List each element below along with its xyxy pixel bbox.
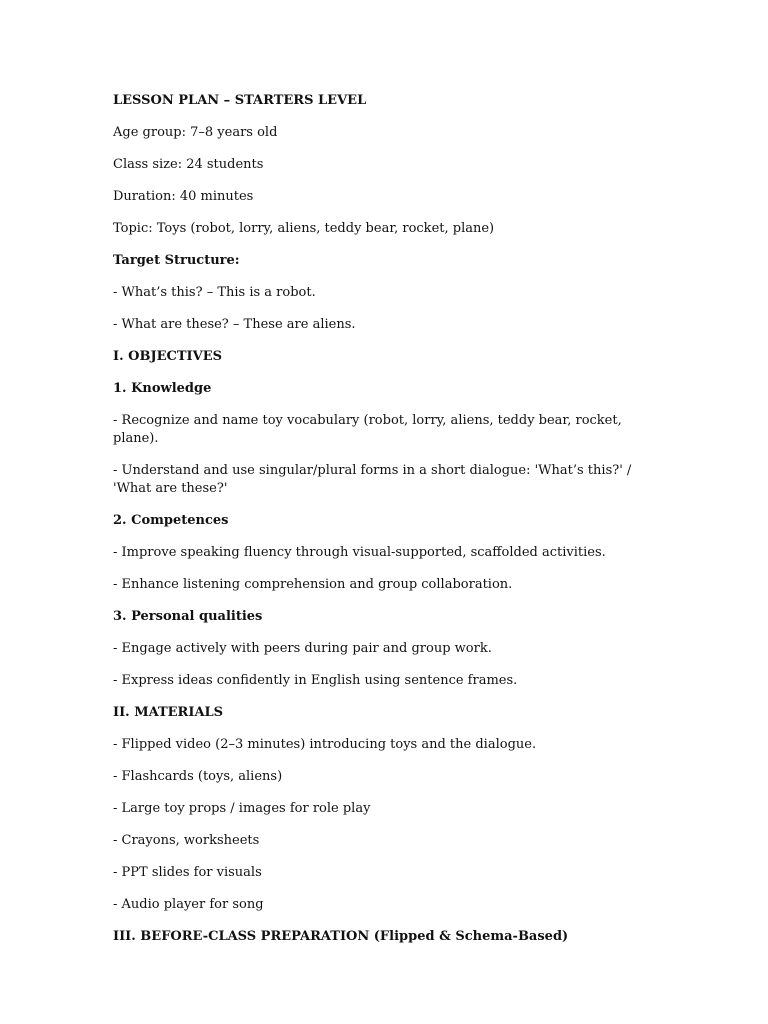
personal-qualities-heading: 3. Personal qualities (113, 609, 263, 624)
document-title: LESSON PLAN – STARTERS LEVEL (113, 93, 367, 108)
materials-item: - Crayons, worksheets (113, 833, 260, 848)
before-class-heading: III. BEFORE-CLASS PREPARATION (Flipped & Schema-Based) (113, 929, 569, 944)
personal-qualities-item: - Engage actively with peers during pair and group work. (113, 641, 492, 656)
target-structure-line: - What are these? – These are aliens. (113, 317, 356, 332)
materials-item: - Audio player for song (113, 897, 264, 912)
target-structure-heading: Target Structure: (113, 253, 240, 268)
personal-qualities-item: - Express ideas confidently in English using sentence frames. (113, 673, 518, 688)
competences-item: - Improve speaking fluency through visual-supported, scaffolded activities. (113, 545, 606, 560)
age-group-line: Age group: 7–8 years old (113, 125, 278, 140)
knowledge-heading: 1. Knowledge (113, 381, 212, 396)
duration-line: Duration: 40 minutes (113, 189, 254, 204)
knowledge-item: - Understand and use singular/plural forms in a short dialogue: 'What’s this?' / 'What are these?' (113, 463, 632, 496)
class-size-line: Class size: 24 students (113, 157, 264, 172)
materials-item: - Flashcards (toys, aliens) (113, 769, 283, 784)
materials-item: - Flipped video (2–3 minutes) introducing toys and the dialogue. (113, 737, 537, 752)
competences-heading: 2. Competences (113, 513, 229, 528)
objectives-heading: I. OBJECTIVES (113, 349, 222, 364)
topic-line: Topic: Toys (robot, lorry, aliens, teddy bear, rocket, plane) (113, 221, 495, 236)
competences-item: - Enhance listening comprehension and group collaboration. (113, 577, 513, 592)
materials-heading: II. MATERIALS (113, 705, 224, 720)
knowledge-item: - Recognize and name toy vocabulary (robot, lorry, aliens, teddy bear, rocket, plane). (113, 413, 622, 446)
target-structure-line: - What’s this? – This is a robot. (113, 285, 316, 300)
materials-item: - PPT slides for visuals (113, 865, 262, 880)
document-page (113, 92, 658, 960)
materials-item: - Large toy props / images for role play (113, 801, 371, 816)
